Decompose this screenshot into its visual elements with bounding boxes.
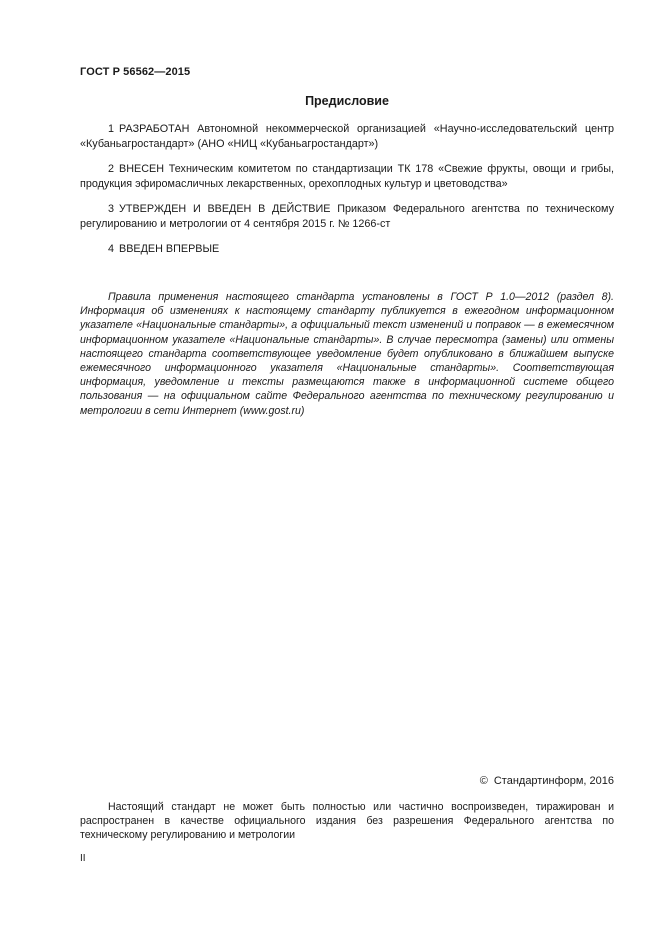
foreword-item xyxy=(80,122,614,151)
item-text: РАЗРАБОТАН Автономной некоммерческой организацией «Научно-исследовательский центр «Кубаньагростандарт» (АНО «НИЦ «Кубаньагростандарт») xyxy=(80,123,614,150)
foreword-item xyxy=(80,162,614,191)
document-code: ГОСТ Р 56562—2015 xyxy=(80,66,191,78)
application-rules-notice: Правила применения настоящего стандарта установлены в ГОСТ Р 1.0—2012 (раздел 8). Информация об изменениях к настоящему стандарту публикуется в ежегодном информационном указателе «Национальные стандарты», а официальный текст изменений и поправок — в ежемесячном информационном указателе «Национальные стандарты». В случае пересмотра (замены) или отмены настоящего стандарта соответствующее уведомление будет опубликовано в ближайшем выпуске ежемесячного информационного указателя «Национальные стандарты». Соответствующая информация, уведомление и тексты размещаются также в информационной системе общего пользования — на официальном сайте Федерального агентства по техническому регулированию и метрологии в сети Интернет (www.gost.ru) xyxy=(80,291,614,417)
foreword-item xyxy=(80,242,614,257)
item-text: ВНЕСЕН Техническим комитетом по стандартизации ТК 178 «Свежие фрукты, овощи и грибы, продукция эфиромасличных лекарственных, орехоплодных культур и цветоводства» xyxy=(80,163,614,190)
copyright-text: Стандартинформ, 2016 xyxy=(493,775,614,787)
item-number: 4 xyxy=(108,243,115,255)
page-number: II xyxy=(80,853,86,864)
page-title: Предисловие xyxy=(305,94,389,108)
item-number: 1 xyxy=(108,123,115,135)
copyright xyxy=(480,775,614,787)
item-number: 3 xyxy=(108,203,115,215)
foreword-item xyxy=(80,202,614,231)
reproduction-notice: Настоящий стандарт не может быть полностью или частично воспроизведен, тиражирован и распространен в качестве официального издания без разрешения Федерального агентства по техническому регулированию и метрологии xyxy=(80,801,614,842)
item-number: 2 xyxy=(108,163,115,175)
copyright-icon: © xyxy=(479,775,488,787)
foreword-items xyxy=(80,122,614,268)
item-text: ВВЕДЕН ВПЕРВЫЕ xyxy=(119,243,220,255)
item-text: УТВЕРЖДЕН И ВВЕДЕН В ДЕЙСТВИЕ Приказом Федерального агентства по техническому регулированию и метрологии от 4 сентября 2015 г. № 1266-ст xyxy=(80,203,614,230)
